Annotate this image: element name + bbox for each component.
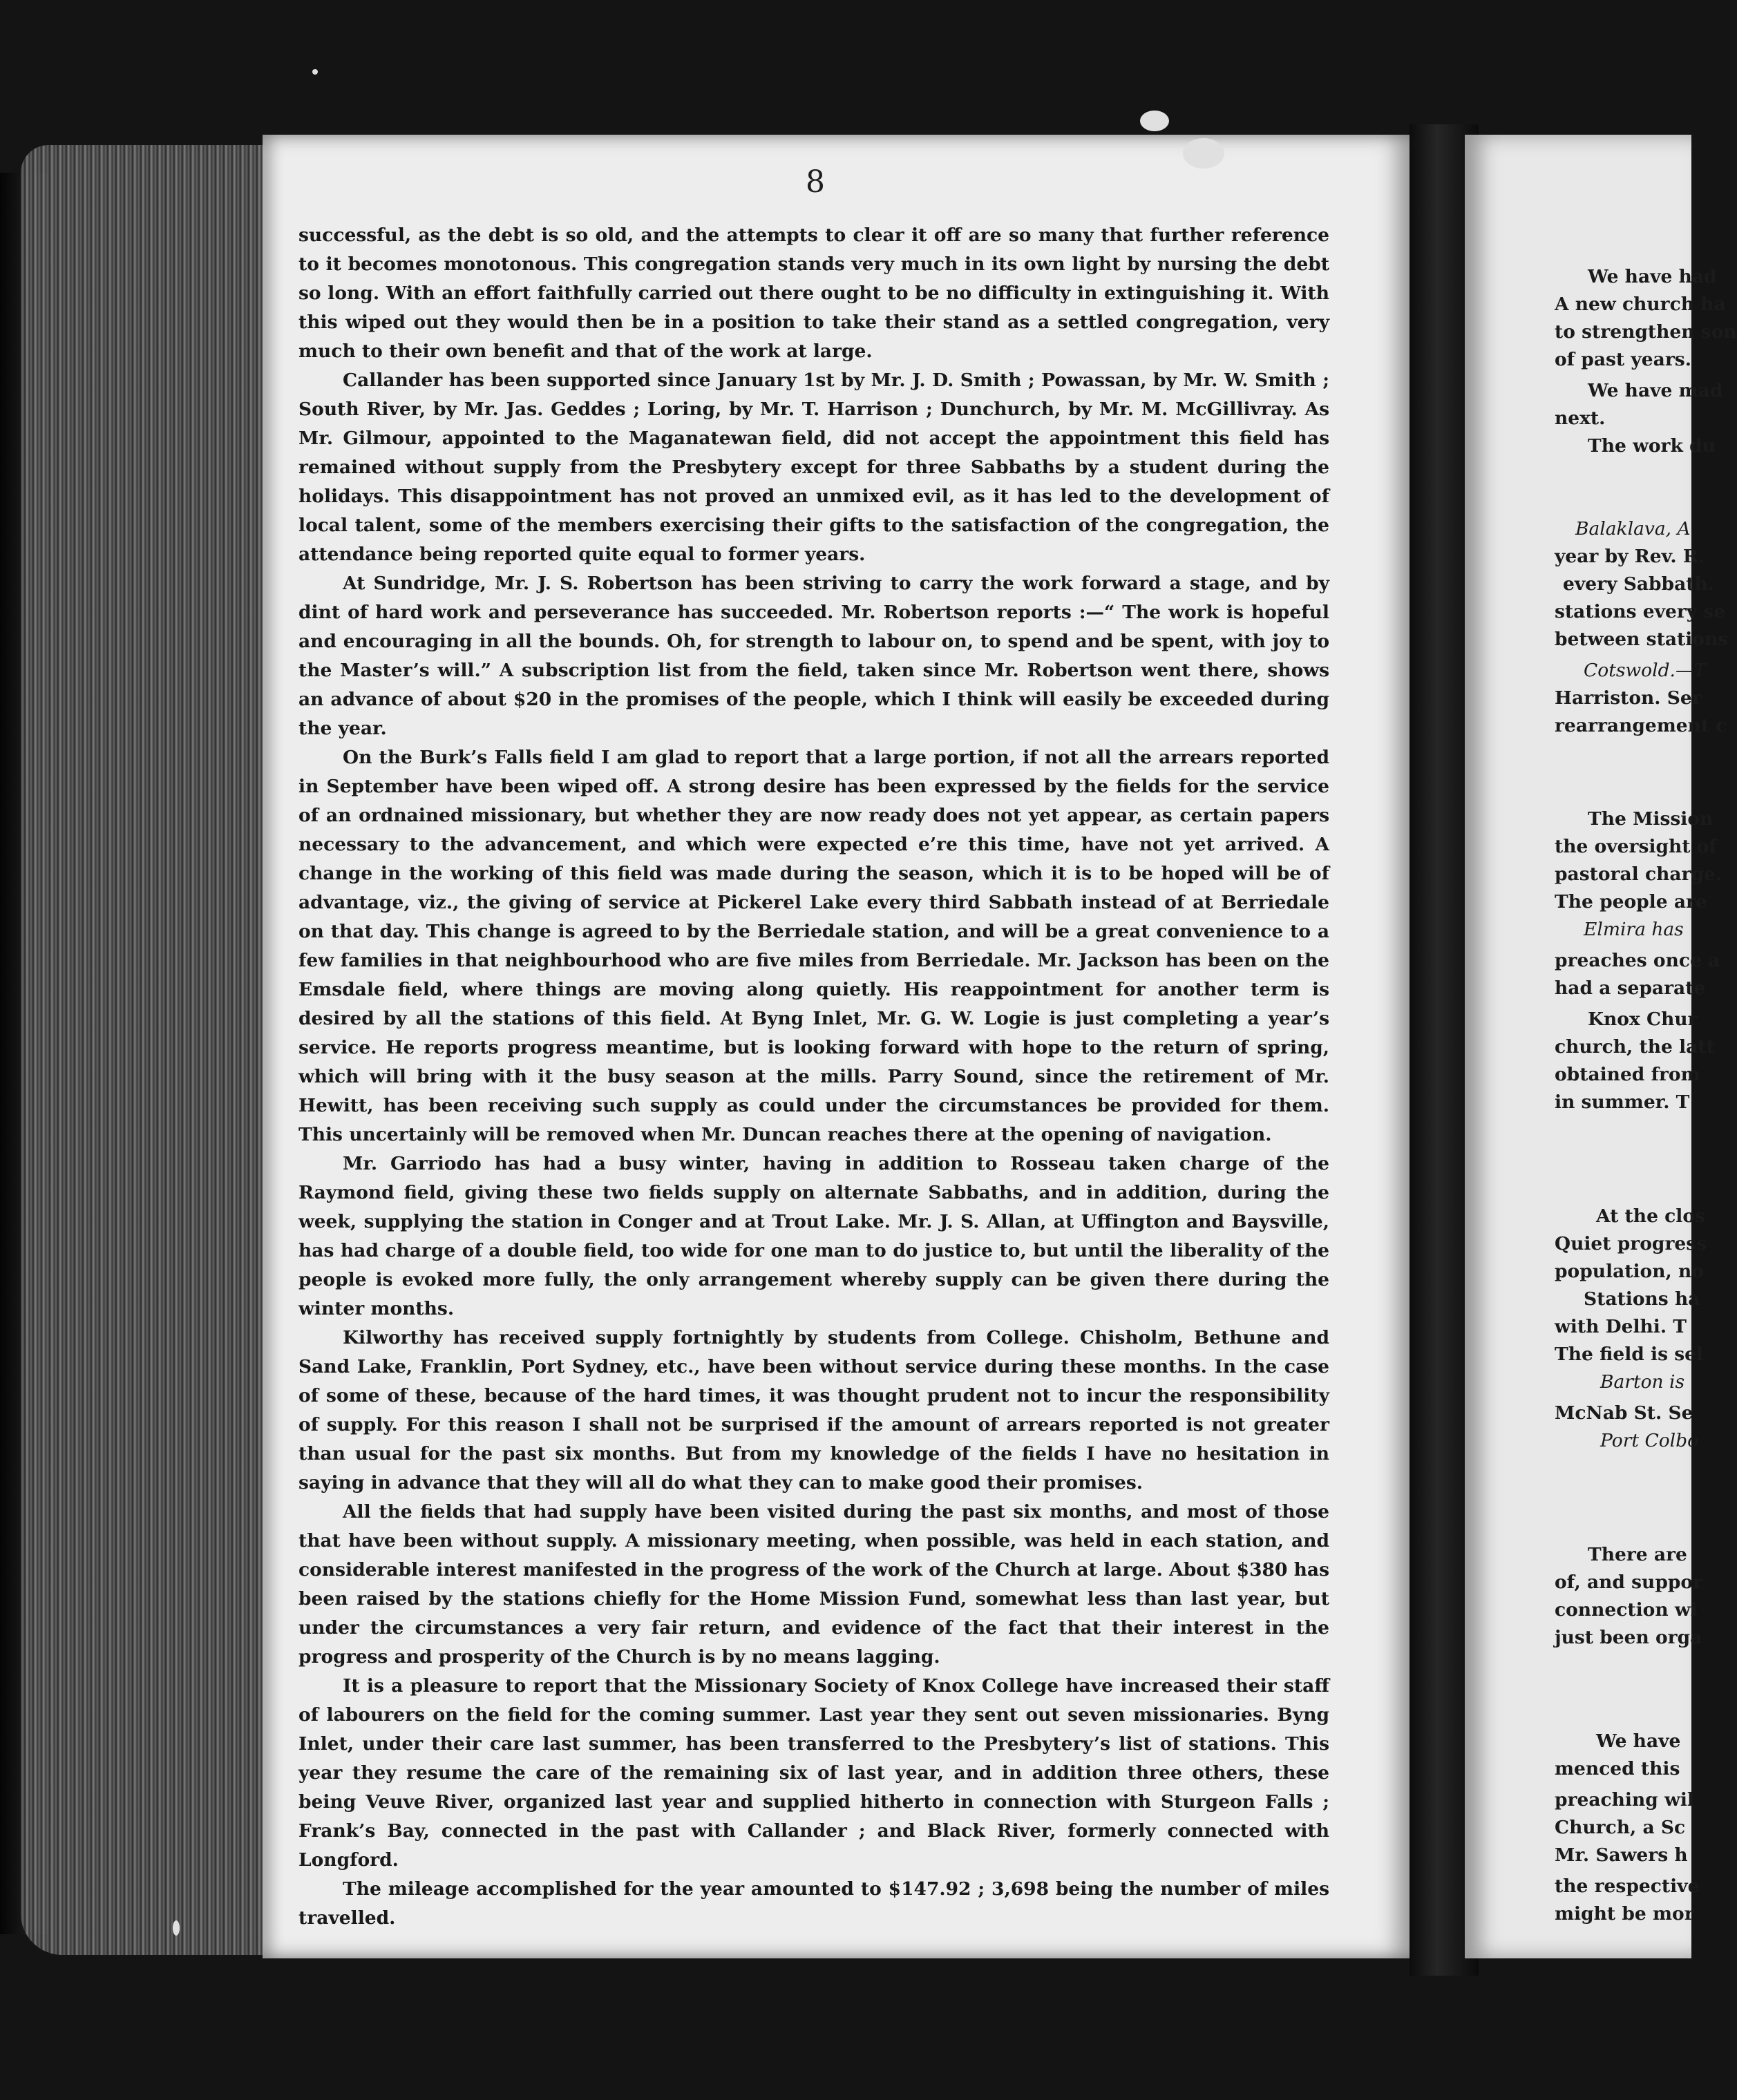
right-page-line: the respective [1555, 1875, 1700, 1897]
right-page-line: Balaklava, A [1575, 518, 1691, 540]
right-page-line: connection wi [1555, 1599, 1698, 1621]
right-page-line: of, and suppor [1555, 1572, 1703, 1593]
right-page-line: had a separate [1555, 977, 1706, 999]
right-page-line: year by Rev. R. [1555, 546, 1705, 567]
right-page-line: Church, a Sc [1555, 1817, 1686, 1838]
right-page-line: the oversight of [1555, 836, 1717, 857]
right-page-line: every Sabbath. [1563, 573, 1714, 595]
right-page-line: We have mad [1588, 380, 1723, 401]
right-page-line: to strengthen son [1555, 321, 1737, 343]
paragraph: It is a pleasure to report that the Missionary Society of Knox College have increased their staff of labourers on the field for the coming summer. Last year they sent out seven missionaries. Byng Inlet, under their care last summer, has been transferred to the Presbytery’s list of stations. This year they resume the care of the remaining six of last year, and in addition three others, these being Veuve River, organized last year and supplied hitherto in connection with Sturgeon Falls ; Frank’s Bay, connected in the past with Callander ; and Black River, formerly connected with Longford. [298, 1675, 1329, 1871]
right-page-line: We have had [1588, 266, 1717, 287]
right-page-line: A new church ha [1555, 294, 1726, 315]
right-page-line: Quiet progress [1555, 1233, 1707, 1254]
paragraph: On the Burk’s Falls field I am glad to report that a large portion, if not all the arrears reported in September have been wiped off. A strong desire has been expressed by the fields for the service of an ordnained missionary, but whether they are now ready does not yet appear, as certain papers necessary to the advancement, and which were expected e’re this time, have not yet arrived. A change in the working of this field was made during the season, which it is to be hoped will be of advantage, viz., the giving of service at Pickerel Lake every third Sabbath instead of at Berriedale on that day. This change is agreed to by the Berriedale station, and will be a great convenience to a few families in that neighbourhood who are five miles from Berriedale. Mr. Jackson has been on the Emsdale field, where things are moving along quietly. His reappointment for another term is desired by all the stations of this field. At Byng Inlet, Mr. G. W. Logie is just completing a year’s service. He reports progress meantime, but is looking forward with hope to the return of spring, which will bring with it the busy season at the mills. Parry Sound, since the retirement of Mr. Hewitt, has been receiving such supply as could under the circumstances be provided for them. This uncertainly will be removed when Mr. Duncan reaches there at the opening of navigation. [298, 747, 1329, 1145]
right-page-line: preaches once a [1555, 950, 1720, 971]
page-number: 8 [806, 164, 825, 200]
paragraph: All the fields that had supply have been visited during the past six months, and most of those that have been without supply. A missionary meeting, when possible, was held in each station, and considerable interest manifested in the progress of the work of the Church at large. About $380 has been raised by the stations chiefly for the Home Mission Fund, somewhat less than last year, but under the circumstances a very fair return, and evidence of the fact that their interest in the progress and prosperity of the Church is by no means lagging. [298, 1501, 1329, 1668]
right-page-line: Cotswold.—T [1584, 660, 1707, 681]
scan-speck [1183, 138, 1224, 169]
right-page-line: We have [1596, 1730, 1681, 1752]
right-page-line: The people are [1555, 891, 1707, 913]
right-page-line: menced this [1555, 1758, 1680, 1779]
right-page-line: Barton is [1600, 1371, 1685, 1393]
paragraph: Kilworthy has received supply fortnightly by students from College. Chisholm, Bethune and Sand Lake, Franklin, Port Sydney, etc., have been without service during these months. In the case of some of these, because of the hard times, it was thought prudent not to incur the responsibility of supply. For this reason I shall not be surprised if the amount of arrears reported is not greater than usual for the past six months. But from my knowledge of the fields I have no hesitation in saying in advance that they will all do what they can to make good their promises. [298, 1327, 1329, 1493]
left-page-text [298, 221, 1329, 1933]
right-page-line: preaching wil [1555, 1789, 1694, 1811]
right-page-line: church, the latt [1555, 1036, 1715, 1058]
right-page-line: McNab St. Se [1555, 1402, 1693, 1424]
right-page-line: of past years. [1555, 349, 1691, 370]
paragraph: Mr. Garriodo has had a busy winter, having in addition to Rosseau taken charge of the Raymond field, giving these two fields supply on alternate Sabbaths, and in addition, during the week, supplying the station in Conger and at Trout Lake. Mr. J. S. Allan, at Uffington and Baysville, has had charge of a double field, too wide for one man to do justice to, but until the liberality of the people is evoked more fully, the only arrangement whereby supply can be given there during the winter months. [298, 1153, 1329, 1319]
scan-speck [173, 1920, 180, 1936]
right-page-line: pastoral charge. [1555, 863, 1722, 885]
right-page-line: Knox Chur [1588, 1009, 1698, 1030]
right-page-line: The work du [1588, 435, 1716, 457]
right-page-line: There are [1588, 1544, 1687, 1565]
scan-speck [1140, 111, 1169, 131]
right-page-line: just been orga [1555, 1627, 1702, 1648]
right-page-line: Mr. Sawers h [1555, 1844, 1688, 1866]
right-page-line: The Mission [1588, 808, 1714, 830]
right-page-line: Port Colbo [1600, 1430, 1699, 1451]
paragraph: Callander has been supported since January 1st by Mr. J. D. Smith ; Powassan, by Mr. W. Smith ; South River, by Mr. Jas. Geddes ; Loring, by Mr. T. Harrison ; Dunchurch, by Mr. M. McGillivray. As Mr. Gilmour, appointed to the Maganatewan field, did not accept the appointment this field has remained without supply from the Presbytery except for three Sabbaths by a student during the holidays. This disappointment has not proved an unmixed evil, as it has led to the development of local talent, some of the members exercising their gifts to the satisfaction of the congregation, the attendance being reported quite equal to former years. [298, 370, 1329, 565]
book-page-edges [21, 145, 269, 1955]
paragraph: At Sundridge, Mr. J. S. Robertson has been striving to carry the work forward a stage, and by dint of hard work and perseverance has succeeded. Mr. Robertson reports :—“ The work is hopeful and encouraging in all the bounds. Oh, for strength to labour on, to spend and be spent, with joy to the Master’s will.” A subscription list from the field, taken since Mr. Robertson went there, shows an advance of about $20 in the promises of the people, which I think will easily be exceeded during the year. [298, 573, 1329, 739]
right-page-line: obtained from [1555, 1064, 1700, 1085]
right-page-line: At the clos [1596, 1205, 1705, 1227]
paragraph: The mileage accomplished for the year amounted to $147.92 ; 3,698 being the number of miles travelled. [298, 1878, 1329, 1929]
right-page-line: Elmira has [1584, 919, 1684, 940]
right-page-line: with Delhi. T [1555, 1316, 1687, 1337]
scan-speck [312, 69, 318, 75]
paragraph: successful, as the debt is so old, and the attempts to clear it off are so many that further reference to it becomes monotonous. This congregation stands very much in its own light by nursing the debt so long. With an effort faithfully carried out there ought to be no difficulty in extinguishing it. With this wiped out they would then be in a position to take their stand as a settled congregation, very much to their own benefit and that of the work at large. [298, 225, 1329, 362]
right-page-line: Stations ha [1584, 1288, 1700, 1310]
right-page [1465, 135, 1737, 1958]
right-page-line: Harriston. Ser [1555, 687, 1702, 709]
right-page-line: might be mor [1555, 1903, 1694, 1925]
right-page-line: between stations [1555, 629, 1729, 650]
right-page-line: The field is sel [1555, 1344, 1704, 1365]
right-page-line: in summer. T [1555, 1091, 1690, 1113]
right-page-line: population, no [1555, 1261, 1704, 1282]
right-page-line: rearrangement c [1555, 715, 1727, 736]
right-page-line: next. [1555, 408, 1606, 429]
right-page-line: stations every se [1555, 601, 1726, 622]
